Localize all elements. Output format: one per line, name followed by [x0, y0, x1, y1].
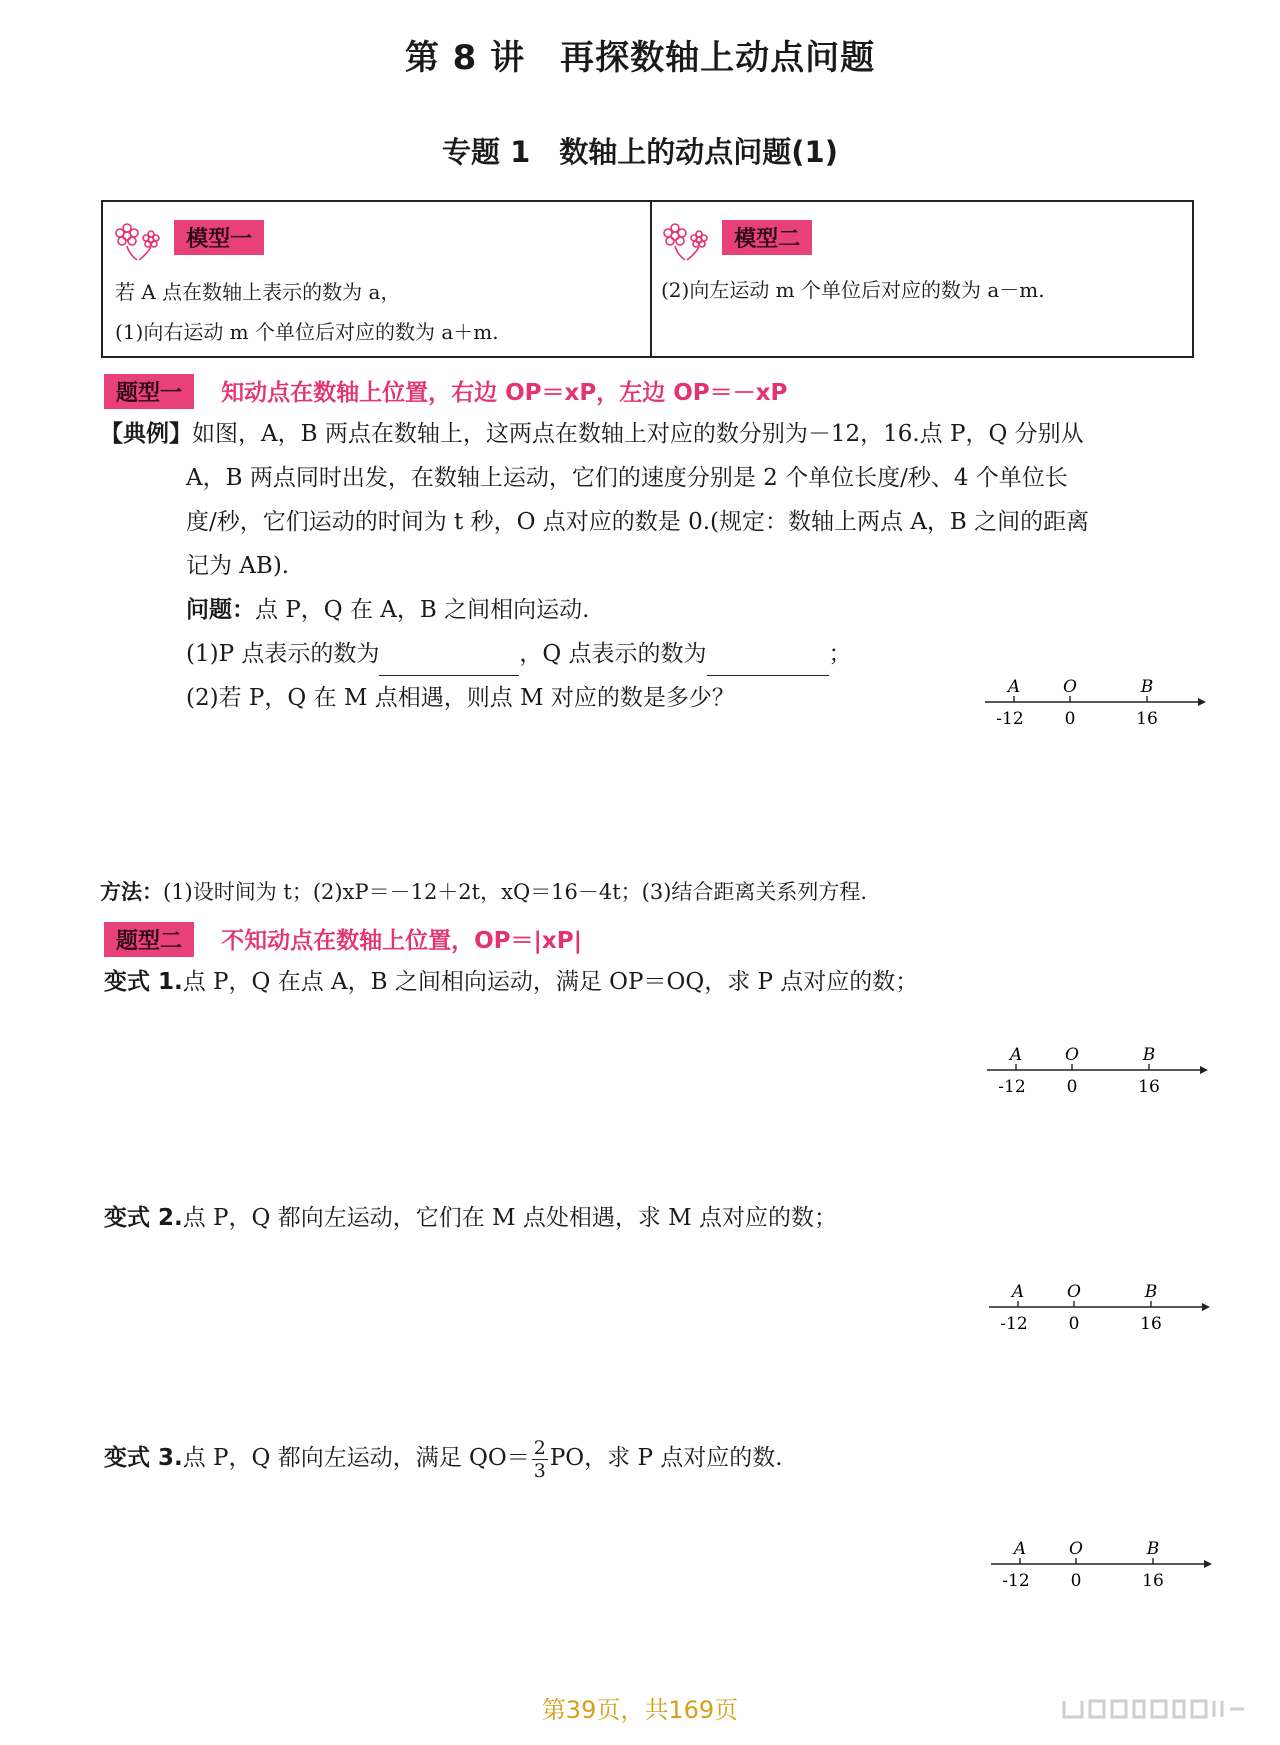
variant-3-text-a: 点 P，Q 都向左运动，满足 QO＝ — [182, 1445, 530, 1471]
point-label-a: A — [1011, 1282, 1025, 1302]
model-two-line1: (2)向左运动 m 个单位后对应的数为 a－m. — [661, 278, 1045, 302]
box-divider — [650, 202, 652, 356]
variant-1-label: 变式 1. — [104, 969, 183, 995]
question-text: 点 P，Q 在 A，B 之间相向运动. — [255, 597, 590, 623]
variant-2 — [104, 1196, 837, 1240]
value-label-o: 0 — [1066, 1077, 1078, 1097]
flower-icon — [661, 222, 717, 262]
example-text-1: 如图，A，B 两点在数轴上，这两点在数轴上对应的数分别为－12，16.点 P，Q 分别从 — [192, 421, 1084, 447]
variant-3-label: 变式 3. — [104, 1445, 183, 1471]
answer-blank-p[interactable] — [379, 649, 519, 676]
topic-title: 专题 1 数轴上的动点问题(1) — [442, 135, 838, 169]
variant-3-text-b: PO，求 P 点对应的数. — [549, 1445, 783, 1471]
value-label-a: -12 — [998, 1077, 1026, 1097]
point-label-b: B — [1144, 1282, 1158, 1302]
q1-part-c: ； — [828, 641, 852, 667]
type-one-header — [104, 374, 787, 409]
example-line1 — [100, 412, 1084, 456]
variant-1-text: 点 P，Q 在点 A，B 之间相向运动，满足 OP＝OQ，求 P 点对应的数； — [182, 969, 919, 995]
question-1 — [186, 632, 852, 676]
fraction-denominator: 3 — [533, 1459, 546, 1482]
flower-icon — [113, 222, 169, 262]
question-label: 问题： — [186, 597, 255, 623]
point-label-a: A — [1009, 1045, 1023, 1065]
point-label-o: O — [1067, 1282, 1081, 1302]
model-two-header — [661, 220, 812, 262]
value-label-a: -12 — [996, 709, 1024, 729]
point-label-b: B — [1146, 1539, 1160, 1559]
example-line3: 度/秒，它们运动的时间为 t 秒，O 点对应的数是 0.(规定：数轴上两点 A，B 之间的距离 — [186, 509, 1090, 535]
axis-arrow — [1200, 1066, 1208, 1074]
value-label-b: 16 — [1140, 1314, 1162, 1334]
fraction-two-thirds — [532, 1437, 548, 1482]
point-label-o: O — [1063, 677, 1077, 697]
point-label-o: O — [1069, 1539, 1083, 1559]
type-one-tag: 题型一 — [104, 374, 194, 409]
type-two-header — [104, 922, 582, 957]
answer-blank-q[interactable] — [707, 649, 829, 676]
axis-arrow — [1204, 1560, 1212, 1568]
model-one-header — [113, 220, 264, 262]
example-label: 【典例】 — [100, 421, 192, 447]
q1-part-a: (1)P 点表示的数为 — [186, 641, 380, 667]
value-label-o: 0 — [1064, 709, 1076, 729]
point-label-b: B — [1142, 1045, 1156, 1065]
point-label-o: O — [1065, 1045, 1079, 1065]
type-two-tag: 题型二 — [104, 922, 194, 957]
model-two-tag: 模型二 — [722, 220, 812, 255]
number-line-4 — [986, 1534, 1216, 1596]
type-two-heading: 不知动点在数轴上位置，OP＝|xP| — [221, 928, 583, 954]
value-label-o: 0 — [1070, 1571, 1082, 1591]
value-label-b: 16 — [1142, 1571, 1164, 1591]
model-one-line1: 若 A 点在数轴上表示的数为 a， — [115, 280, 401, 304]
example-line2: A，B 两点同时出发，在数轴上运动，它们的速度分别是 2 个单位长度/秒、4 个单位长 — [186, 465, 1068, 491]
method-text: (1)设时间为 t；(2)xP＝－12＋2t，xQ＝16－4t；(3)结合距离关系列方程. — [163, 880, 868, 904]
fraction-numerator: 2 — [533, 1436, 546, 1459]
point-label-b: B — [1140, 677, 1154, 697]
question-line — [186, 588, 589, 632]
question-2: (2)若 P，Q 在 M 点相遇，则点 M 对应的数是多少？ — [186, 685, 735, 711]
method-label: 方法： — [100, 880, 163, 904]
value-label-a: -12 — [1002, 1571, 1030, 1591]
q1-part-b: ，Q 点表示的数为 — [519, 641, 707, 667]
page-footer: 第39页，共169页 — [541, 1696, 739, 1724]
value-label-b: 16 — [1136, 709, 1158, 729]
method-line — [100, 872, 867, 912]
watermark-logo — [1060, 1695, 1260, 1725]
number-line-2 — [982, 1040, 1212, 1102]
number-line-3 — [984, 1277, 1214, 1339]
model-one-tag: 模型一 — [174, 220, 264, 255]
axis-arrow — [1202, 1303, 1210, 1311]
example-line4: 记为 AB). — [186, 553, 290, 579]
axis-arrow — [1198, 698, 1206, 706]
point-label-a: A — [1013, 1539, 1027, 1559]
point-label-a: A — [1007, 677, 1021, 697]
type-one-heading: 知动点在数轴上位置，右边 OP＝xP，左边 OP＝－xP — [221, 380, 788, 406]
value-label-a: -12 — [1000, 1314, 1028, 1334]
variant-3 — [104, 1436, 783, 1482]
lecture-title: 第 8 讲 再探数轴上动点问题 — [404, 38, 876, 78]
variant-1 — [104, 960, 918, 1004]
number-line-1 — [980, 672, 1210, 734]
model-box — [101, 200, 1194, 358]
value-label-o: 0 — [1068, 1314, 1080, 1334]
model-one-line2: (1)向右运动 m 个单位后对应的数为 a＋m. — [115, 320, 499, 344]
variant-2-label: 变式 2. — [104, 1205, 183, 1231]
value-label-b: 16 — [1138, 1077, 1160, 1097]
variant-2-text: 点 P，Q 都向左运动，它们在 M 点处相遇，求 M 点对应的数； — [182, 1205, 838, 1231]
